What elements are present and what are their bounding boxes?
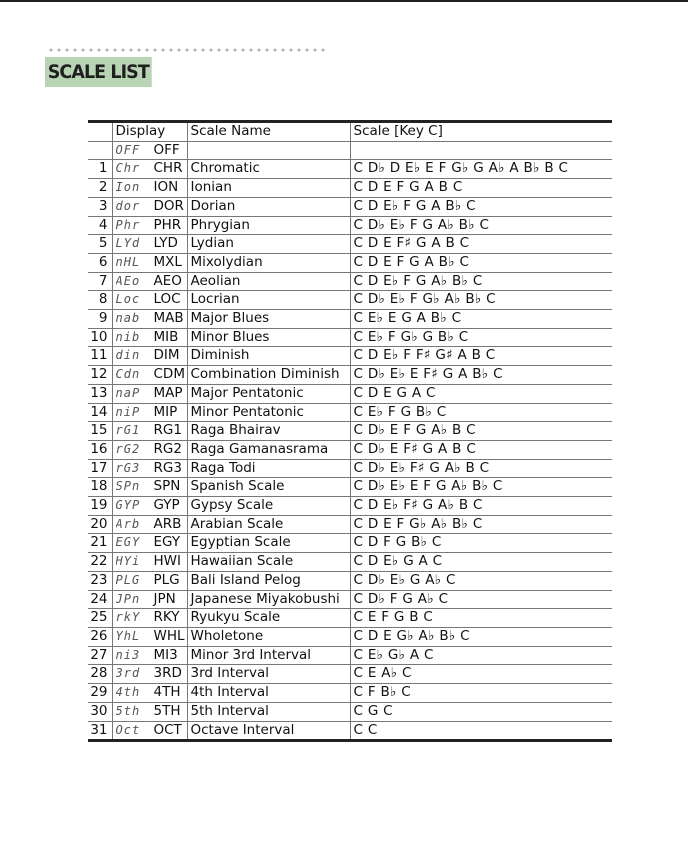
segment-display-glyph: JPn [115, 591, 141, 606]
scale-name: Raga Bhairav [187, 422, 350, 441]
table-row [88, 179, 612, 198]
display-abbreviation: 4TH [153, 684, 181, 701]
display-abbreviation: OFF [153, 141, 180, 158]
display-abbreviation: MXL [153, 253, 182, 270]
row-number: 13 [88, 384, 112, 403]
row-number: 28 [88, 665, 112, 684]
segment-display-glyph: rG3 [115, 460, 141, 475]
display-abbreviation: AEO [153, 272, 182, 289]
scale-notes: C D♭ F G A♭ C [350, 590, 612, 609]
table-row [88, 609, 612, 628]
row-number: 31 [88, 721, 112, 741]
scale-name: Ryukyu Scale [187, 609, 350, 628]
row-number: 4 [88, 216, 112, 235]
table-row [88, 459, 612, 478]
scale-name: Gypsy Scale [187, 497, 350, 516]
segment-display-glyph: Phr [115, 217, 141, 232]
display-abbreviation: JPN [153, 590, 176, 607]
row-number [88, 141, 112, 160]
scale-notes: C D E♭ F♯ G A♭ B C [350, 497, 612, 516]
table-row [88, 384, 612, 403]
display-cell [112, 571, 187, 590]
display-abbreviation: MAB [153, 310, 184, 327]
table-row [88, 553, 612, 572]
scale-name: Phrygian [187, 216, 350, 235]
table-row [88, 216, 612, 235]
segment-display-glyph: rG2 [115, 441, 141, 456]
scale-notes: C D E F G♭ A♭ B♭ C [350, 515, 612, 534]
display-abbreviation: 5TH [153, 702, 181, 719]
segment-display-glyph: din [115, 348, 141, 363]
display-abbreviation: MAP [153, 384, 183, 401]
row-number: 6 [88, 253, 112, 272]
display-cell [112, 310, 187, 329]
scale-list-table [88, 120, 612, 742]
table-row [88, 403, 612, 422]
row-number: 8 [88, 291, 112, 310]
segment-display-glyph: HYi [115, 554, 141, 569]
scale-notes: C E♭ F G♭ G B♭ C [350, 328, 612, 347]
table-row [88, 646, 612, 665]
table-row [88, 328, 612, 347]
scale-notes: C D♭ E♭ F♯ G A♭ B C [350, 459, 612, 478]
scale-notes: C D♭ E♭ E F♯ G A B♭ C [350, 366, 612, 385]
segment-display-glyph: YhL [115, 628, 141, 643]
display-cell [112, 422, 187, 441]
scale-notes: C D E F♯ G A B C [350, 235, 612, 254]
segment-display-glyph: 4th [115, 685, 141, 700]
segment-display-glyph: rkY [115, 610, 141, 625]
row-number: 19 [88, 497, 112, 516]
segment-display-glyph: Cdn [115, 367, 141, 382]
scale-notes: C D E♭ F G A B♭ C [350, 197, 612, 216]
table-row [88, 534, 612, 553]
display-cell [112, 160, 187, 179]
display-cell [112, 141, 187, 160]
display-abbreviation: GYP [153, 497, 180, 514]
segment-display-glyph: 3rd [115, 666, 141, 681]
row-number: 14 [88, 403, 112, 422]
scale-name: Major Blues [187, 310, 350, 329]
table-row [88, 291, 612, 310]
scale-notes: C D E G A C [350, 384, 612, 403]
row-number: 1 [88, 160, 112, 179]
header-scale-notes: Scale [Key C] [350, 122, 612, 142]
display-abbreviation: WHL [153, 627, 185, 644]
scale-notes: C D♭ E♭ E F G A♭ B♭ C [350, 478, 612, 497]
display-abbreviation: ARB [153, 515, 182, 532]
display-cell [112, 253, 187, 272]
table-row [88, 627, 612, 646]
table-row [88, 160, 612, 179]
segment-display-glyph: Ion [115, 180, 141, 195]
display-abbreviation: PHR [153, 216, 182, 233]
segment-display-glyph: rG1 [115, 423, 141, 438]
display-cell [112, 384, 187, 403]
header-number [88, 122, 112, 142]
display-abbreviation: EGY [153, 534, 181, 551]
display-cell [112, 665, 187, 684]
scale-notes: C D E♭ F G A♭ B♭ C [350, 272, 612, 291]
scale-notes: C D E F G A B C [350, 179, 612, 198]
segment-display-glyph: Arb [115, 516, 141, 531]
row-number: 17 [88, 459, 112, 478]
display-abbreviation: DOR [153, 197, 184, 214]
scale-notes: C D E G♭ A♭ B♭ C [350, 627, 612, 646]
header-display: Display [112, 122, 187, 142]
display-cell [112, 590, 187, 609]
scale-name: Major Pentatonic [187, 384, 350, 403]
page-title: SCALE LIST [45, 57, 152, 87]
display-cell [112, 721, 187, 741]
scale-notes: C E A♭ C [350, 665, 612, 684]
display-cell [112, 459, 187, 478]
scale-name: Japanese Miyakobushi [187, 590, 350, 609]
display-abbreviation: DIM [153, 347, 180, 364]
scale-notes: C D♭ E♭ F G♭ A♭ B♭ C [350, 291, 612, 310]
scale-name: Combination Diminish [187, 366, 350, 385]
table-row [88, 515, 612, 534]
display-cell [112, 609, 187, 628]
row-number: 27 [88, 646, 112, 665]
table-row [88, 253, 612, 272]
header-scale-name: Scale Name [187, 122, 350, 142]
table-row [88, 422, 612, 441]
scale-name: Mixolydian [187, 253, 350, 272]
row-number: 22 [88, 553, 112, 572]
segment-display-glyph: dor [115, 198, 141, 213]
table-row [88, 347, 612, 366]
table-row [88, 497, 612, 516]
scale-notes [350, 141, 612, 160]
display-cell [112, 235, 187, 254]
display-abbreviation: RG1 [153, 422, 182, 439]
row-number: 5 [88, 235, 112, 254]
table-header-row [88, 122, 612, 142]
segment-display-glyph: naP [115, 385, 141, 400]
scale-notes: C E♭ E G A B♭ C [350, 310, 612, 329]
table-row [88, 366, 612, 385]
display-cell [112, 328, 187, 347]
scale-name: 4th Interval [187, 684, 350, 703]
display-cell [112, 534, 187, 553]
display-cell [112, 627, 187, 646]
scale-notes: C D E♭ G A C [350, 553, 612, 572]
row-number: 23 [88, 571, 112, 590]
segment-display-glyph: Loc [115, 292, 141, 307]
display-abbreviation: RG3 [153, 459, 182, 476]
display-cell [112, 702, 187, 721]
display-cell [112, 440, 187, 459]
display-cell [112, 497, 187, 516]
scale-notes: C E♭ G♭ A C [350, 646, 612, 665]
table-row [88, 684, 612, 703]
row-number: 11 [88, 347, 112, 366]
display-abbreviation: LYD [153, 235, 178, 252]
display-abbreviation: OCT [153, 721, 182, 738]
scale-notes: C D F G B♭ C [350, 534, 612, 553]
scale-name: Locrian [187, 291, 350, 310]
scale-notes: C E♭ F G B♭ C [350, 403, 612, 422]
scale-name: Hawaiian Scale [187, 553, 350, 572]
display-abbreviation: SPN [153, 478, 181, 495]
display-cell [112, 403, 187, 422]
segment-display-glyph: Chr [115, 161, 141, 176]
row-number: 7 [88, 272, 112, 291]
table-row [88, 197, 612, 216]
scale-name: Minor 3rd Interval [187, 646, 350, 665]
display-abbreviation: CHR [153, 160, 183, 177]
display-cell [112, 515, 187, 534]
row-number: 15 [88, 422, 112, 441]
table-row [88, 590, 612, 609]
display-cell [112, 366, 187, 385]
scale-name: Aeolian [187, 272, 350, 291]
table-row [88, 235, 612, 254]
display-cell [112, 216, 187, 235]
display-abbreviation: LOC [153, 291, 181, 308]
scale-name: Ionian [187, 179, 350, 198]
row-number: 3 [88, 197, 112, 216]
display-abbreviation: 3RD [153, 665, 182, 682]
row-number: 20 [88, 515, 112, 534]
display-abbreviation: RG2 [153, 440, 182, 457]
display-cell [112, 553, 187, 572]
display-cell [112, 684, 187, 703]
scale-name: Bali Island Pelog [187, 571, 350, 590]
scale-name: Spanish Scale [187, 478, 350, 497]
segment-display-glyph: nib [115, 329, 141, 344]
row-number: 29 [88, 684, 112, 703]
display-abbreviation: RKY [153, 609, 180, 626]
scale-name [187, 141, 350, 160]
segment-display-glyph: OFF [115, 142, 141, 157]
row-number: 18 [88, 478, 112, 497]
scale-name: Chromatic [187, 160, 350, 179]
display-cell [112, 291, 187, 310]
table-row [88, 310, 612, 329]
scale-notes: C D E F G A B♭ C [350, 253, 612, 272]
display-cell [112, 347, 187, 366]
display-cell [112, 197, 187, 216]
scale-name: Lydian [187, 235, 350, 254]
scale-name: Raga Todi [187, 459, 350, 478]
table-row [88, 571, 612, 590]
table-row [88, 478, 612, 497]
display-cell [112, 646, 187, 665]
display-cell [112, 272, 187, 291]
segment-display-glyph: 5th [115, 703, 141, 718]
scale-name: Octave Interval [187, 721, 350, 741]
segment-display-glyph: PLG [115, 572, 141, 587]
table-row [88, 141, 612, 160]
row-number: 9 [88, 310, 112, 329]
display-abbreviation: MIP [153, 403, 178, 420]
scale-name: Egyptian Scale [187, 534, 350, 553]
table-row [88, 272, 612, 291]
segment-display-glyph: ni3 [115, 647, 141, 662]
row-number: 30 [88, 702, 112, 721]
scale-notes: C F B♭ C [350, 684, 612, 703]
scale-notes: C E F G B C [350, 609, 612, 628]
table-body [88, 141, 612, 741]
display-abbreviation: PLG [153, 571, 180, 588]
row-number: 25 [88, 609, 112, 628]
scale-notes: C G C [350, 702, 612, 721]
segment-display-glyph: niP [115, 404, 141, 419]
segment-display-glyph: SPn [115, 479, 141, 494]
scale-notes: C D♭ E F G A♭ B C [350, 422, 612, 441]
table-row [88, 665, 612, 684]
scale-notes: C D♭ D E♭ E F G♭ G A♭ A B♭ B C [350, 160, 612, 179]
display-abbreviation: HWI [153, 553, 181, 570]
scale-notes: C D♭ E♭ F G A♭ B♭ C [350, 216, 612, 235]
display-abbreviation: ION [153, 179, 179, 196]
row-number: 12 [88, 366, 112, 385]
display-cell [112, 179, 187, 198]
scale-name: Raga Gamanasrama [187, 440, 350, 459]
row-number: 24 [88, 590, 112, 609]
scale-notes: C D♭ E♭ G A♭ C [350, 571, 612, 590]
segment-display-glyph: AEo [115, 273, 141, 288]
segment-display-glyph: nHL [115, 254, 141, 269]
scale-notes: C C [350, 721, 612, 741]
scale-name: Arabian Scale [187, 515, 350, 534]
scale-name: Diminish [187, 347, 350, 366]
segment-display-glyph: LYd [115, 236, 141, 251]
display-abbreviation: MIB [153, 328, 179, 345]
table-row [88, 721, 612, 741]
scale-name: Minor Blues [187, 328, 350, 347]
scale-name: Minor Pentatonic [187, 403, 350, 422]
table-row [88, 440, 612, 459]
scale-name: 5th Interval [187, 702, 350, 721]
scale-notes: C D♭ E F♯ G A B C [350, 440, 612, 459]
display-cell [112, 478, 187, 497]
scale-name: 3rd Interval [187, 665, 350, 684]
row-number: 21 [88, 534, 112, 553]
scale-notes: C D E♭ F F♯ G♯ A B C [350, 347, 612, 366]
top-rule [0, 0, 688, 2]
table-row [88, 702, 612, 721]
row-number: 16 [88, 440, 112, 459]
display-abbreviation: CDM [153, 366, 185, 383]
row-number: 26 [88, 627, 112, 646]
segment-display-glyph: GYP [115, 498, 141, 513]
dotted-divider [47, 48, 327, 52]
segment-display-glyph: nab [115, 311, 141, 326]
scale-name: Wholetone [187, 627, 350, 646]
row-number: 2 [88, 179, 112, 198]
display-abbreviation: MI3 [153, 646, 178, 663]
segment-display-glyph: EGY [115, 535, 141, 550]
row-number: 10 [88, 328, 112, 347]
scale-name: Dorian [187, 197, 350, 216]
segment-display-glyph: Oct [115, 722, 141, 737]
